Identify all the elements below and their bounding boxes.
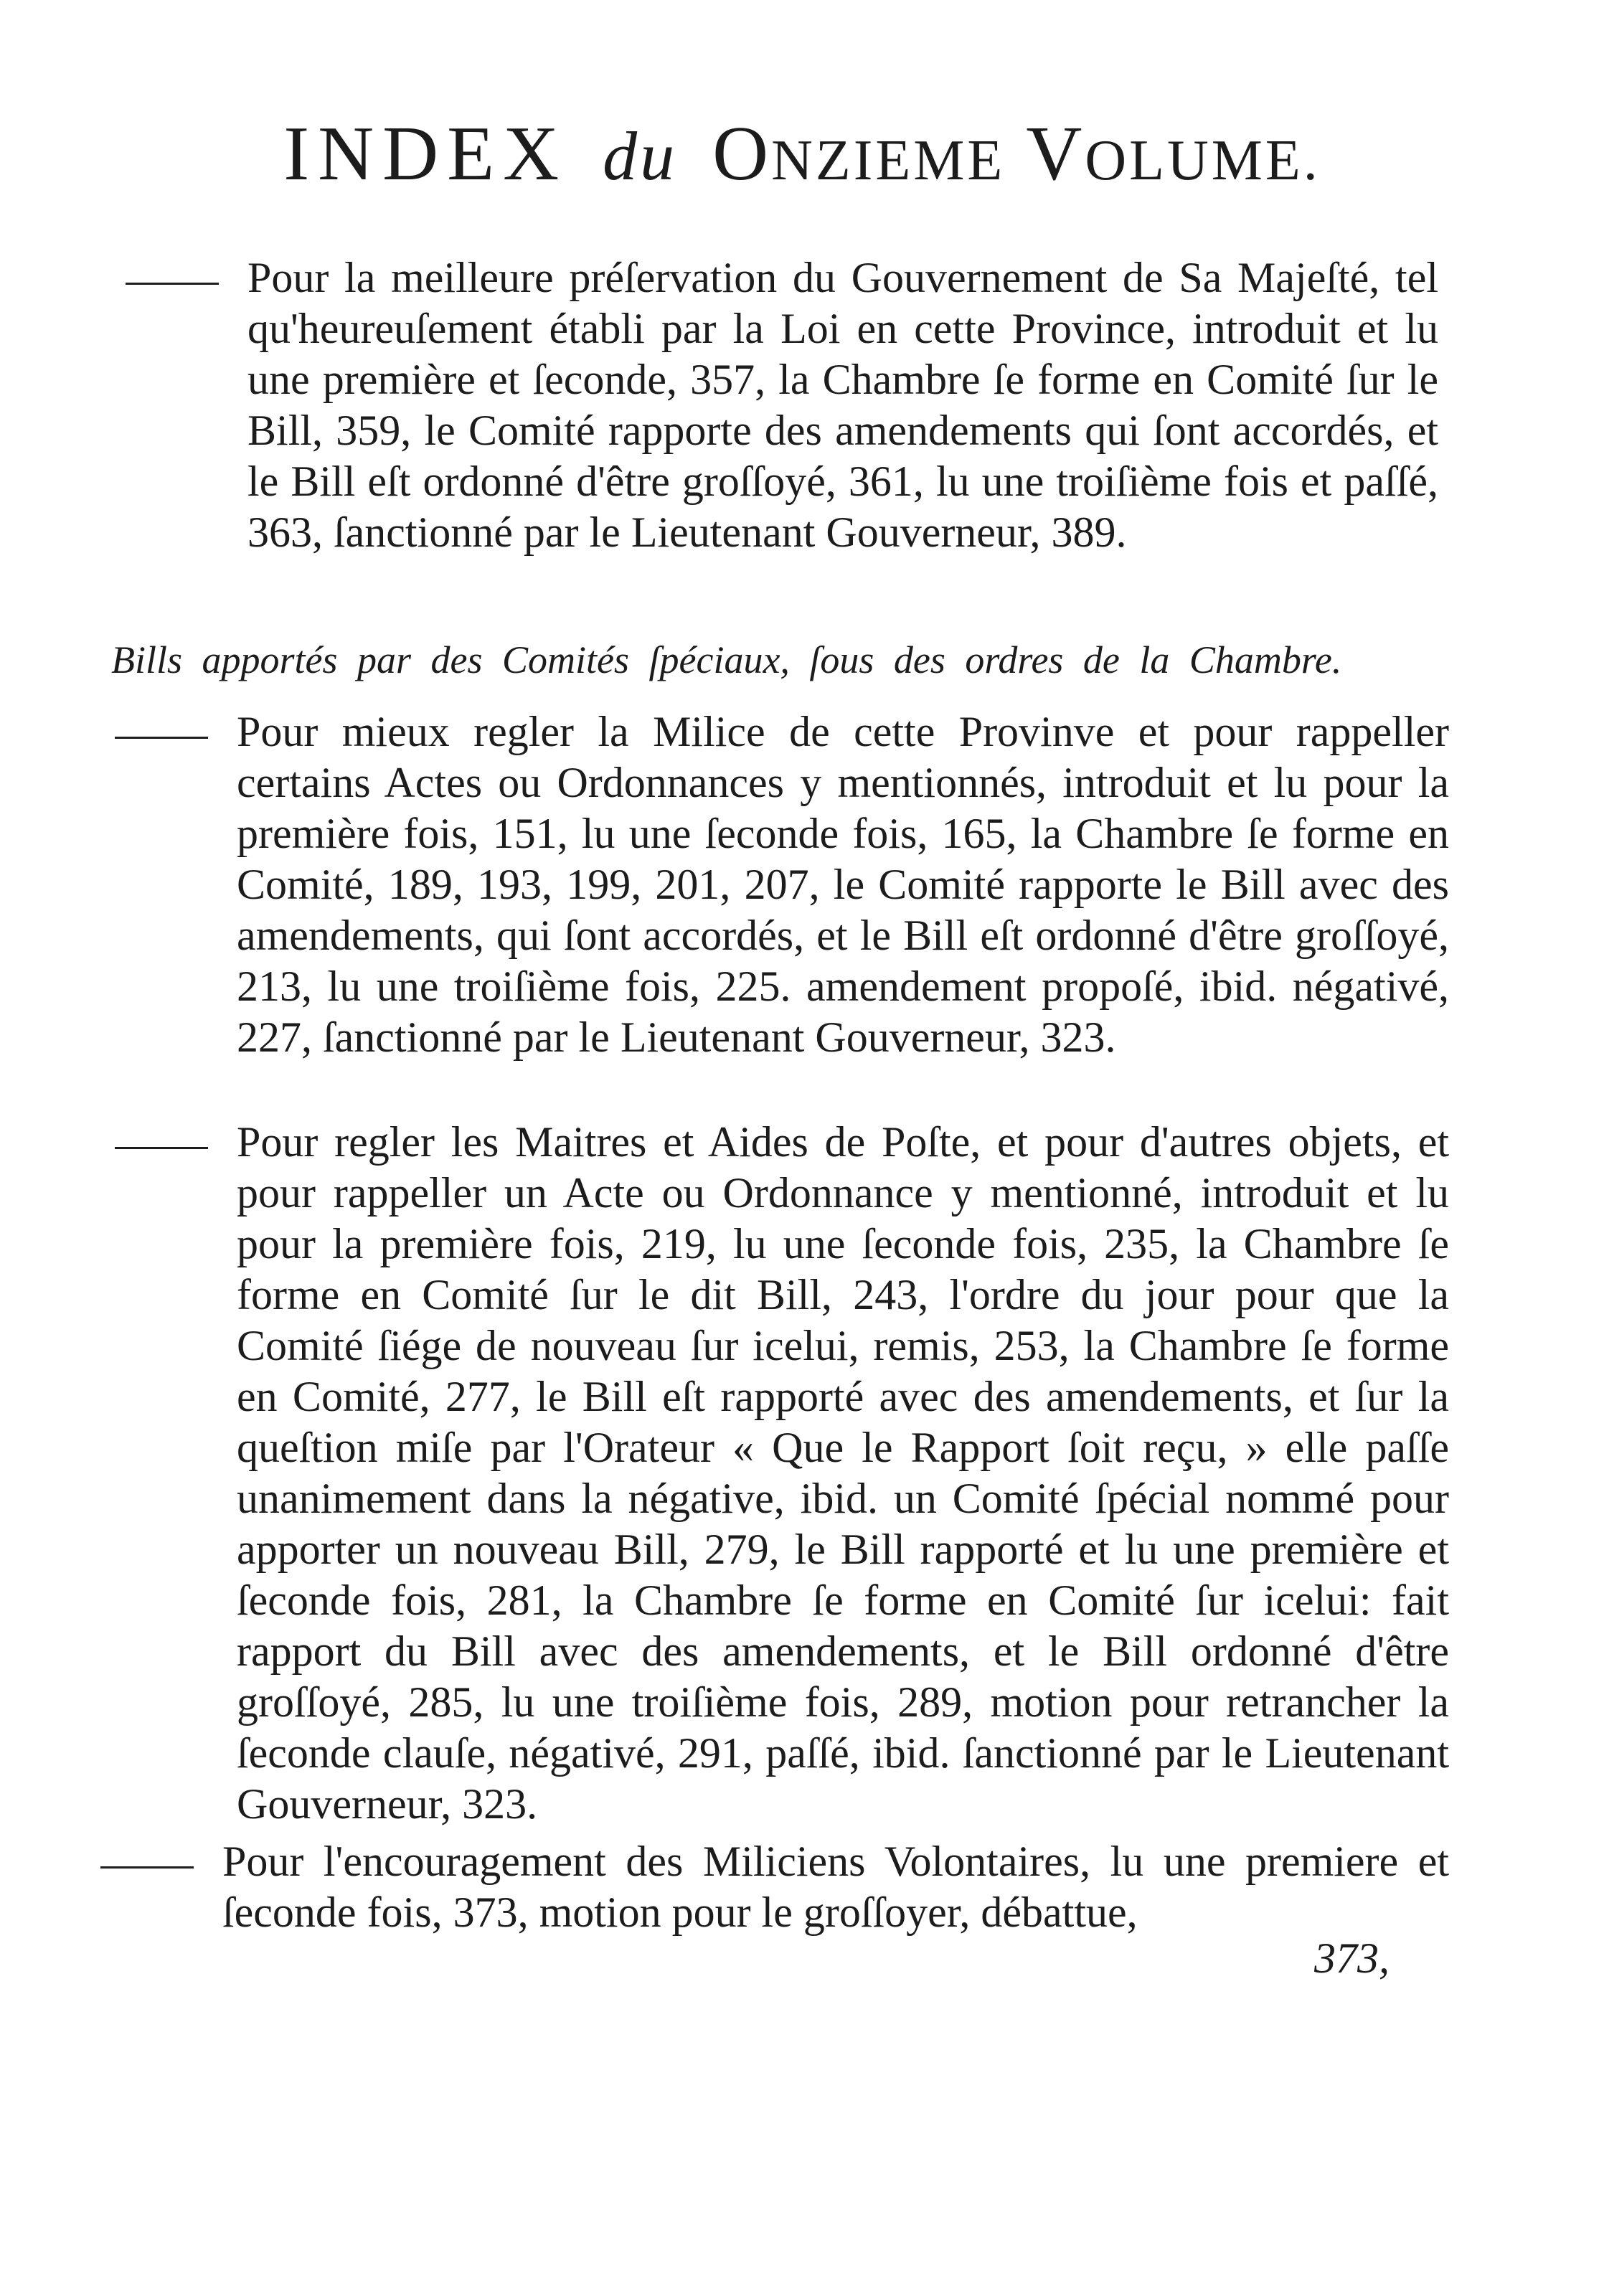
index-entry-preservation [247,252,1438,558]
title-v: V [1026,111,1085,197]
catchword: 373, [1314,1934,1390,1982]
section-heading: Bills apportés par des Comités ſpéciaux, ſous des ordres de la Chambre. [111,638,1342,681]
index-entry-miliciens-volontaires [222,1836,1449,1938]
entry-text: Pour regler les Maitres et Aides de Poſte, et pour d'autres objets, et pour rappeller un Acte ou Ordonnance y mentionné, introduit et lu pour la première fois, 219, lu une ſeconde fois, 235, la Chambre ſe forme en Comité ſur le dit Bill, 243, l'ordre du jour pour que la Comité ſiége de nouveau ſur icelui, remis, 253, la Chambre ſe forme en Comité, 277, le Bill eſt rapporté avec des amendements, et ſur la queſtion miſe par l'Orateur « Que le Rapport ſoit reçu, » elle paſſe unanimement dans la négative, ibid. un Comité ſpécial nommé pour apporter un nouveau Bill, 279, le Bill rapporté et lu une première et ſeconde fois, 281, la Chambre ſe forme en Comité ſur icelui: fait rapport du Bill avec des amendements, et le Bill ordonné d'être groſſoyé, 285, lu une troiſième fois, 289, motion pour retrancher la ſeconde clauſe, négativé, 291, paſſé, ibid. ſanctionné par le Lieutenant Gouverneur, 323. [237,1118,1449,1828]
index-entry-maitres-de-poste [237,1117,1449,1830]
title-o: O [712,111,772,197]
entry-dash [115,1147,208,1149]
title-nzieme: NZIEME [771,129,1006,192]
page-title [0,108,1604,207]
index-entry-milice [237,707,1449,1063]
entry-dash [100,1866,194,1869]
entry-text: Pour l'encouragement des Miliciens Volontaires, lu une premiere et ſeconde fois, 373, motion pour le groſſoyer, débattue, [222,1838,1449,1936]
entry-dash [126,283,219,285]
entry-text: Pour la meilleure préſervation du Gouvernement de Sa Majeſté, tel qu'heureuſement établi par la Loi en cette Province, introduit et lu une première et ſeconde, 357, la Chambre ſe forme en Comité ſur le Bill, 359, le Comité rapporte des amendements qui ſont accordés, et le Bill eſt ordonné d'être groſſoyé, 361, lu une troiſième fois et paſſé, 363, ſanctionné par le Lieutenant Gouverneur, 389. [247,254,1438,556]
entry-dash [115,737,208,739]
entry-text: Pour mieux regler la Milice de cette Provinve et pour rappeller certains Actes ou Ordonnances y mentionnés, introduit et lu pour la première fois, 151, lu une ſeconde fois, 165, la Chambre ſe forme en Comité, 189, 193, 199, 201, 207, le Comité rapporte le Bill avec des amendements, qui ſont accordés, et le Bill eſt ordonné d'être groſſoyé, 213, lu une troiſième fois, 225. amendement propoſé, ibid. négativé, 227, ſanctionné par le Lieutenant Gouverneur, 323. [237,708,1449,1061]
title-olume: OLUME. [1085,129,1321,192]
title-index: INDEX [283,111,568,197]
title-du: du [603,118,678,194]
